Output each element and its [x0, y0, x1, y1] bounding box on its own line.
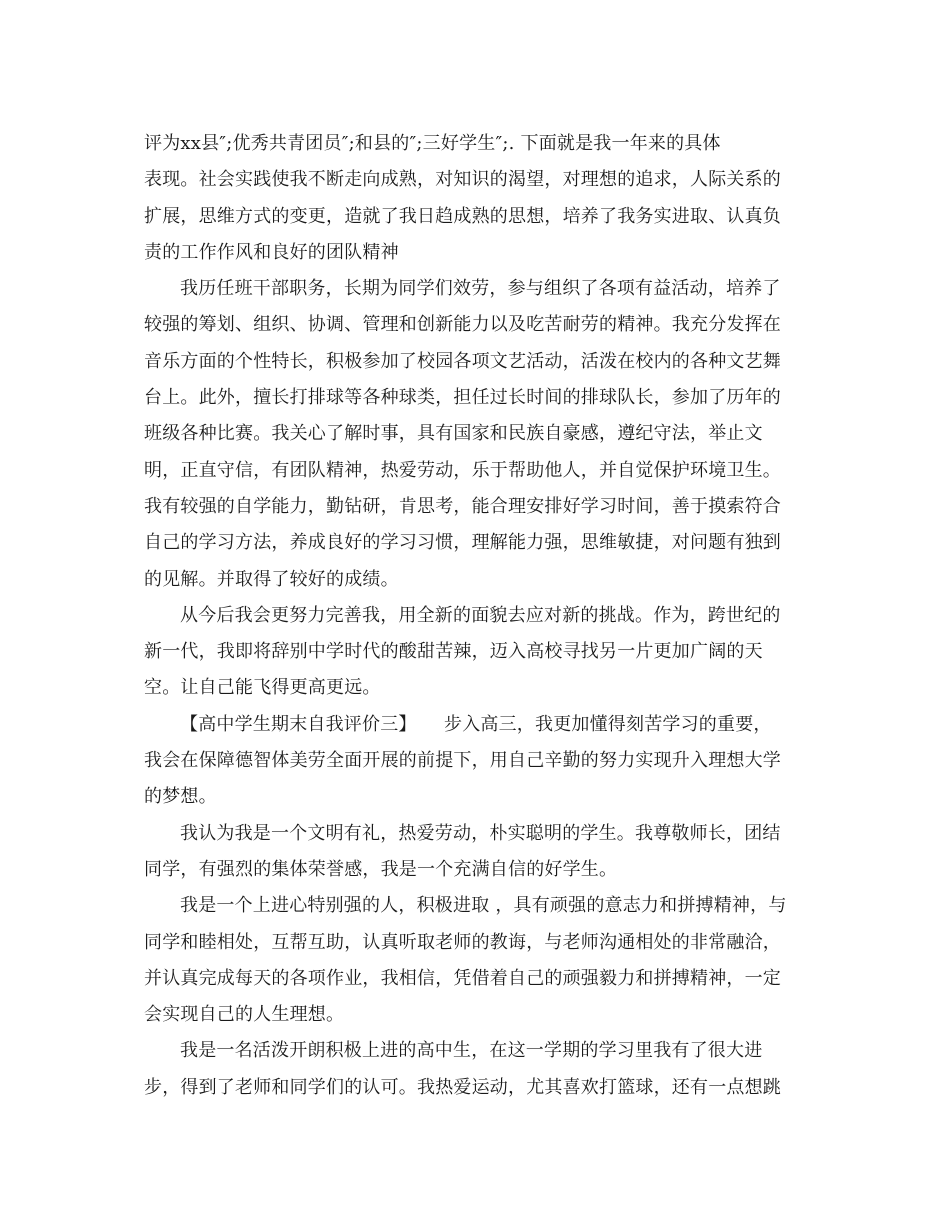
paragraph-3 — [144, 598, 804, 707]
text-line: 明，正直守信，有团队精神，热爱劳动，乐于帮助他人，并自觉保护环境卫生。 — [144, 459, 781, 481]
text-line: 从今后我会更努力完善我，用全新的面貌去应对新的挑战。作为，跨世纪的 — [180, 604, 781, 626]
paragraph-2 — [144, 271, 804, 598]
text-line: 并认真完成每天的各项作业，我相信，凭借着自己的顽强毅力和拼搏精神，一定 — [144, 967, 781, 989]
text-line: 班级各种比赛。我关心了解时事，具有国家和民族自豪感，遵纪守法，举止文 — [144, 423, 763, 445]
text-line: 表现。社会实践使我不断走向成熟，对知识的渴望，对理想的追求，人际关系的 — [144, 169, 781, 191]
paragraph-7 — [144, 1033, 804, 1106]
section-heading-line: 【高中学生期末自我评价三】 步入高三，我更加懂得刻苦学习的重要， — [180, 713, 772, 735]
text-line: 同学，有强烈的集体荣誉感，我是一个充满自信的好学生。 — [144, 858, 618, 880]
text-line: 同学和睦相处，互帮互助，认真听取老师的教诲，与老师沟通相处的非常融洽， — [144, 931, 781, 953]
text-line: 音乐方面的个性特长，积极参加了校园各项文艺活动，活泼在校内的各种文艺舞 — [144, 350, 781, 372]
text-line: 新一代，我即将辞别中学时代的酸甜苦辣，迈入高校寻找另一片更加广阔的天 — [144, 641, 763, 663]
text-line: 台上。此外，擅长打排球等各种球类，担任过长时间的排球队长，参加了历年的 — [144, 387, 781, 409]
text-line: 我历任班干部职务，长期为同学们效劳，参与组织了各项有益活动，培养了 — [180, 278, 781, 300]
text-line: 我有较强的自学能力，勤钻研，肯思考，能合理安排好学习时间，善于摸索符合 — [144, 495, 781, 517]
text-line: 扩展，思维方式的变更，造就了我日趋成熟的思想，培养了我务实进取、认真负 — [144, 205, 781, 227]
text-line: 我是一名活泼开朗积极上进的高中生，在这一学期的学习里我有了很大进 — [180, 1040, 763, 1062]
text-line: 我是一个上进心特别强的人，积极进取 ，具有顽强的意志力和拼搏精神，与 — [180, 895, 787, 917]
text-line: 会实现自己的人生理想。 — [144, 1004, 345, 1026]
document-body — [144, 126, 804, 1106]
paragraph-5 — [144, 816, 804, 889]
text-line: 评为xx县″;优秀共青团员″;和县的″;三好学生″;. 下面就是我一年来的具体 — [144, 133, 721, 154]
text-line: 的梦想。 — [144, 786, 217, 808]
text-line: 空。让自己能飞得更高更远。 — [144, 677, 381, 699]
paragraph-4 — [144, 707, 804, 816]
text-line: 责的工作作风和良好的团队精神 — [144, 241, 399, 263]
text-line: 较强的筹划、组织、协调、管理和创新能力以及吃苦耐劳的精神。我充分发挥在 — [144, 314, 781, 336]
paragraph-1 — [144, 126, 804, 271]
text-line: 我认为我是一个文明有礼，热爱劳动，朴实聪明的学生。我尊敬师长，团结 — [180, 822, 781, 844]
text-line: 自己的学习方法，养成良好的学习习惯，理解能力强，思维敏捷，对问题有独到 — [144, 532, 781, 554]
text-line: 步，得到了老师和同学们的认可。我热爱运动，尤其喜欢打篮球，还有一点想跳 — [144, 1076, 781, 1098]
text-line: 我会在保障德智体美劳全面开展的前提下，用自己辛勤的努力实现升入理想大学 — [144, 750, 781, 772]
paragraph-6 — [144, 888, 804, 1033]
text-line: 的见解。并取得了较好的成绩。 — [144, 568, 399, 590]
